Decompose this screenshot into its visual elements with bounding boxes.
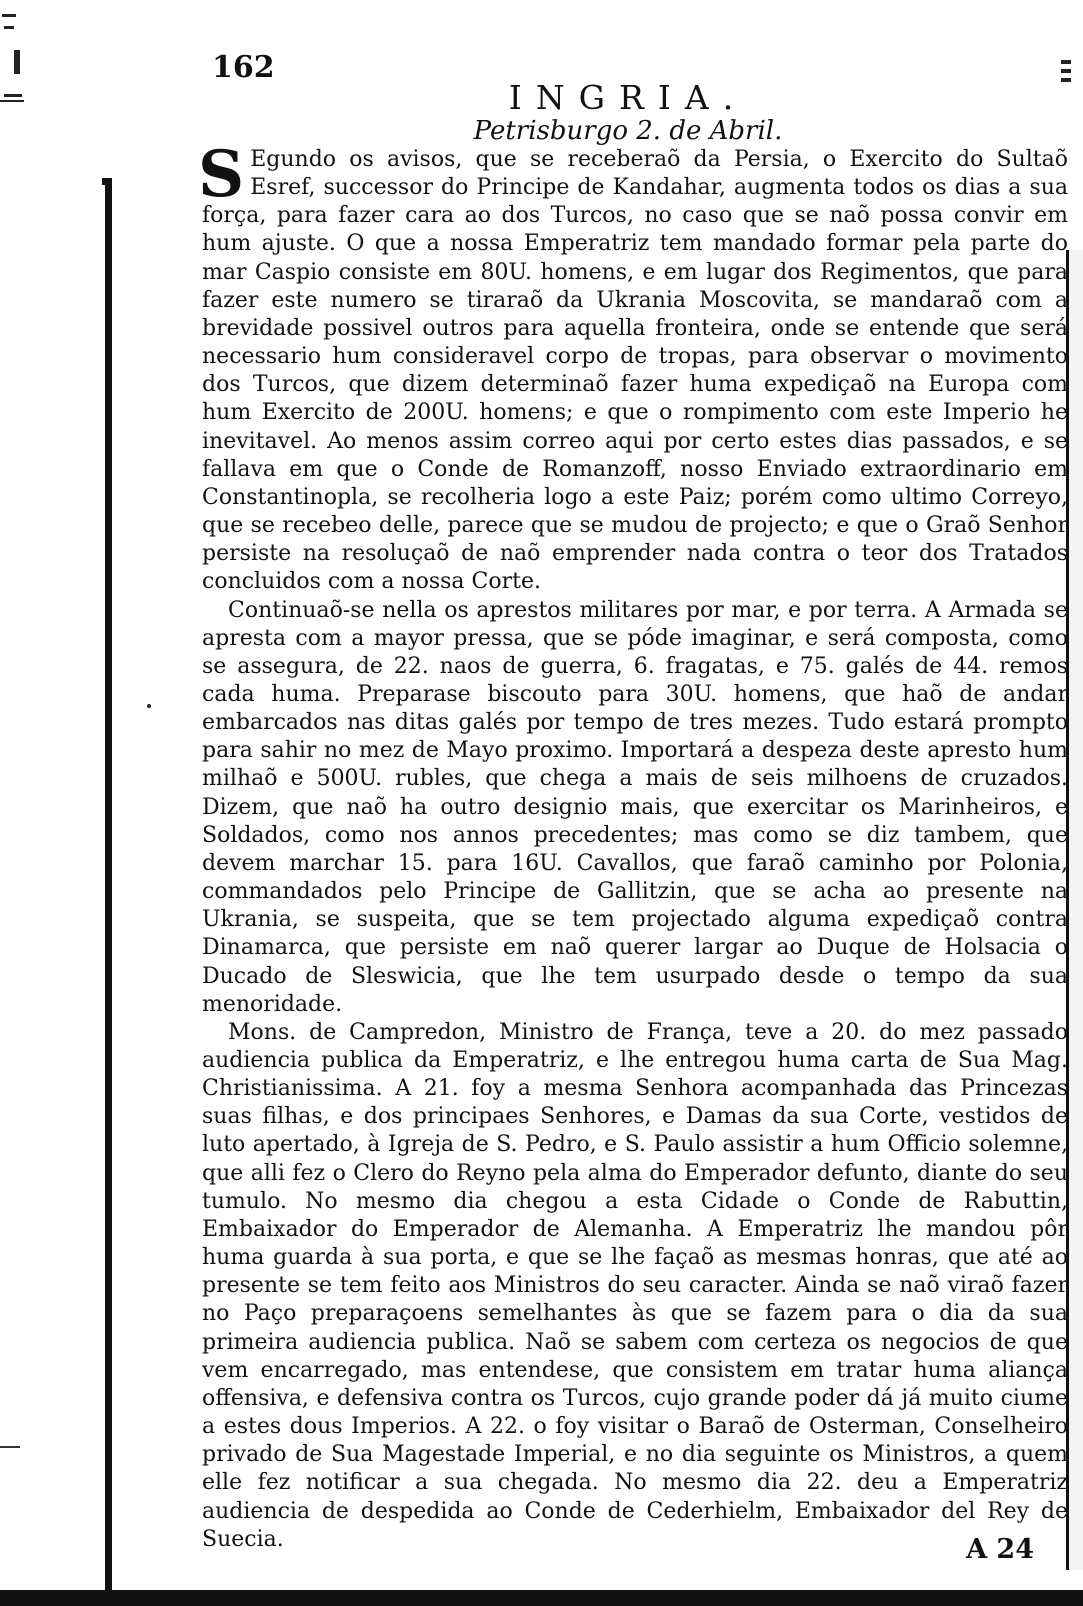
paragraph-3: Mons. de Campredon, Ministro de França, teve a 20. do mez passado audiencia publica da Emperatriz, e lhe entregou huma carta de Sua Mag. Christianissima. A 21. foy a mesma Senhora acompanhada das Princezas suas filhas, e dos principaes Senhores, e Damas da sua Corte, vestidos de luto apertado, à Igreja de S. Pedro, e S. Paulo assistir a hum Officio solemne, que alli fez o Clero do Reyno pela alma do Emperador defunto, diante do seu tumulo. No mesmo dia chegou a esta Cidade o Conde de Rabuttin, Embaixador do Emperador de Alemanha. A Emperatriz lhe mandou pôr huma guarda à sua porta, e que se lhe façaõ as mesmas honras, que até ao presente se tem feito aos Ministros do seu caracter. Ainda se naõ viraõ fazer no Paço preparaçoens semelhantes às que se fazem para o dia da sua primeira audiencia publica. Naõ se sabem com certeza os negocios de que vem encarregado, mas entendese, que consistem em tratar huma aliança offensiva, e defensiva contra os Turcos, cujo grande poder dá já muito ciume a estes dous Imperios. A 22. o foy visitar o Baraõ de Osterman, Conselheiro privado de Sua Magestade Imperial, e no dia seguinte os Ministros, a quem elle fez notificar a sua chegada. No mesmo dia 22. deu a Emperatriz audiencia de despedida ao Conde de Cederhielm, Embaixador del Rey de Suecia. <box>202 1019 1068 1552</box>
drop-cap: S <box>198 137 245 212</box>
margin-dot <box>147 704 151 708</box>
paragraph-2: Continuaõ-se nella os aprestos militares por mar, e por terra. A Armada se apresta com a mayor pressa, que se póde imaginar, e será composta, como se assegura, de 22. naos de guerra, 6. fragatas, e 75. galés de 44. remos cada huma. Preparase biscouto para 30U. homens, que haõ de andar embarcados nas ditas galés por tempo de tres mezes. Tudo estará prompto para sahir no mez de Mayo proximo. Importará a despeza deste apresto hum milhaõ e 500U. rubles, que chega a mais de seis milhoens de cruzados. Dizem, que naõ ha outro designio mais, que exercitar os Marinheiros, e Soldados, como nos annos precedentes; mas como se diz tambem, que devem marchar 15. para 16U. Cavallos, que faraõ caminho por Polonia, commandados pelo Principe de Gallitzin, que se acha ao presente na Ukrania, se suspeita, que se tem projectado alguma expediçaõ contra Dinamarca, que persiste em naõ querer largar ao Duque de Holsacia o Ducado de Sleswicia, que lhe tem usurpado desde o tempo da sua menoridade. <box>202 597 1068 1017</box>
page-edge-right <box>1066 250 1083 1570</box>
book-page <box>188 38 1068 1568</box>
catchword: A 24 <box>966 1534 1034 1565</box>
section-heading: INGRIA. <box>508 78 748 117</box>
margin-mark <box>0 1446 20 1448</box>
article-body <box>188 137 1068 1554</box>
paragraph-1 <box>198 137 1068 597</box>
dateline: Petrisburgo 2. de Abril. <box>473 116 783 146</box>
page-number: 162 <box>212 50 275 85</box>
scan-specks <box>0 0 30 110</box>
paragraph-1-text: Egundo os avisos, que se receberaõ da Persia, o Exercito do Sultaõ Esref, successor do Principe de Kandahar, augmenta todos os dias a sua força, para fazer cara ao dos Turcos, no caso que se naõ possa convir em hum ajuste. O que a nossa Emperatriz tem mandado formar pela parte do mar Caspio consiste em 80U. homens, e em lugar dos Regimentos, que para fazer este numero se tiraraõ da Ukrania Moscovita, se mandaraõ com a brevidade possivel outros para aquella fronteira, onde se entende que será necessario hum consideravel corpo de tropas, para observar o movimento dos Turcos, que dizem determinaõ fazer huma expediçaõ na Europa com hum Exercito de 200U. homens; e que o rompimento com este Imperio he inevitavel. Ao menos assim correo aqui por certo estes dias passados, e se fallava em que o Conde de Romanzoff, nosso Enviado extraordinario em Constantinopla, se recolheria logo a este Paiz; porém como ultimo Correyo, que se recebeo delle, parece que se mudou de projecto; e que o Graõ Senhor persiste na resoluçaõ de naõ emprender nada contra o teor dos Tratados concluidos com a nossa Corte. <box>202 147 1068 595</box>
facing-page-edge <box>0 184 112 1606</box>
page-edge-bottom <box>0 1590 1083 1606</box>
